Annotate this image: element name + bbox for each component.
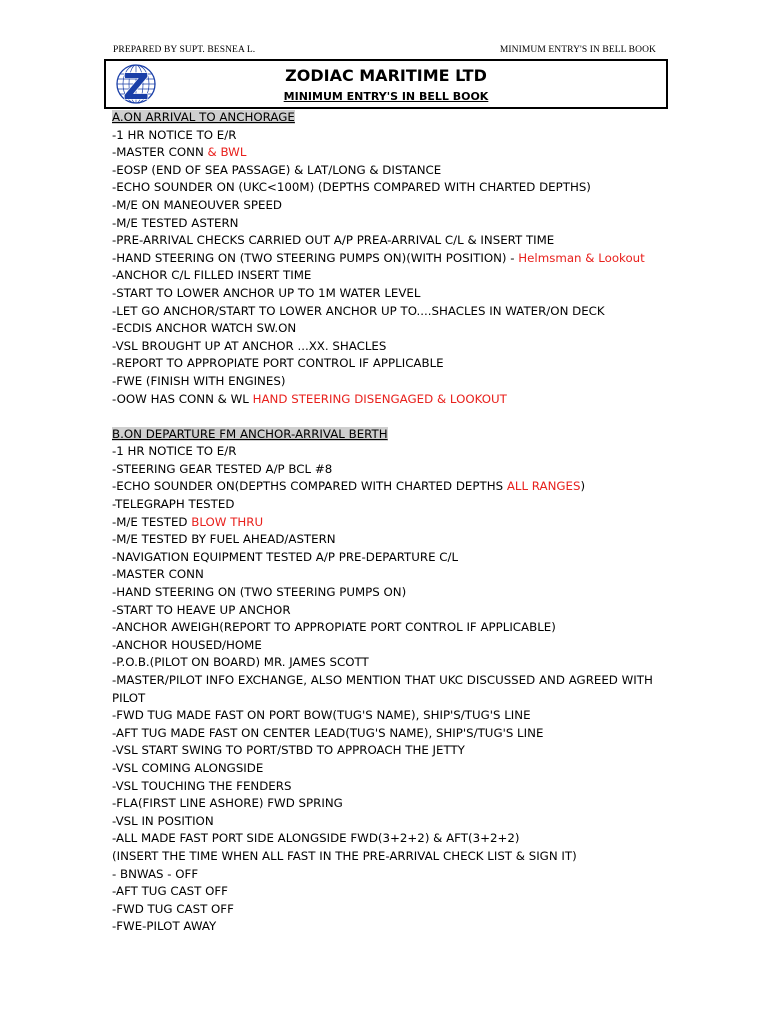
entry-line bbox=[112, 197, 672, 215]
entry-line bbox=[112, 267, 672, 285]
entry-text: -VSL TOUCHING THE FENDERS bbox=[112, 778, 292, 793]
entry-text: -HAND STEERING ON (TWO STEERING PUMPS ON)(WITH POSITION) - bbox=[112, 250, 519, 265]
entry-text: -EOSP (END OF SEA PASSAGE) & LAT/LONG & DISTANCE bbox=[112, 162, 442, 177]
section-heading-line bbox=[112, 426, 672, 444]
entry-line bbox=[112, 584, 672, 602]
entry-line bbox=[112, 566, 672, 584]
document-title: MINIMUM ENTRY'S IN BELL BOOK bbox=[283, 90, 489, 103]
running-header-left: PREPARED BY SUPT. BESNEA L. bbox=[113, 45, 256, 55]
entry-line bbox=[112, 514, 672, 532]
entry-line bbox=[112, 619, 672, 637]
highlighted-entry-text: Helmsman & Lookout bbox=[518, 250, 645, 265]
highlighted-entry-text: BLOW THRU bbox=[191, 514, 264, 529]
entry-text: -MASTER CONN bbox=[112, 145, 208, 160]
entry-text: -MASTER/PILOT INFO EXCHANGE, ALSO MENTION THAT UKC DISCUSSED AND AGREED WITH PILOT bbox=[112, 673, 653, 705]
entry-line bbox=[112, 215, 672, 233]
entry-text: -ECHO SOUNDER ON(DEPTHS COMPARED WITH CHARTED DEPTHS bbox=[112, 479, 507, 494]
bell-book-content bbox=[112, 109, 672, 936]
entry-text: - BNWAS - OFF bbox=[112, 866, 199, 881]
entry-line bbox=[112, 866, 672, 884]
entry-line bbox=[112, 443, 672, 461]
highlighted-entry-text: HAND STEERING DISENGAGED & LOOKOUT bbox=[252, 391, 507, 406]
company-name: ZODIAC MARITIME LTD bbox=[285, 66, 487, 85]
running-header-right: MINIMUM ENTRY'S IN BELL BOOK bbox=[499, 45, 656, 55]
entry-text: -OOW HAS CONN & WL bbox=[112, 391, 253, 406]
entry-text: -HAND STEERING ON (TWO STEERING PUMPS ON) bbox=[112, 585, 407, 600]
section-heading: B.ON DEPARTURE FM ANCHOR-ARRIVAL BERTH bbox=[112, 426, 388, 441]
entry-line bbox=[112, 760, 672, 778]
entry-text: -FWE-PILOT AWAY bbox=[112, 919, 217, 934]
entry-line bbox=[112, 496, 672, 514]
entry-text: -ALL MADE FAST PORT SIDE ALONGSIDE FWD(3+2+2) & AFT(3+2+2) bbox=[112, 831, 520, 846]
entry-line bbox=[112, 725, 672, 743]
entry-text: -M/E TESTED ASTERN bbox=[112, 215, 239, 230]
entry-text-suffix: ) bbox=[580, 479, 586, 494]
entry-text: -M/E TESTED BY FUEL AHEAD/ASTERN bbox=[112, 532, 336, 547]
entry-line bbox=[112, 179, 672, 197]
entry-line bbox=[112, 531, 672, 549]
highlighted-entry-text: ALL RANGES bbox=[506, 479, 581, 494]
entry-text: -1 HR NOTICE TO E/R bbox=[112, 127, 237, 142]
entry-line bbox=[112, 848, 672, 866]
entry-text: -AFT TUG MADE FAST ON CENTER LEAD(TUG'S NAME), SHIP'S/TUG'S LINE bbox=[112, 725, 544, 740]
entry-line bbox=[112, 373, 672, 391]
entry-text: -ANCHOR HOUSED/HOME bbox=[112, 637, 262, 652]
entry-line bbox=[112, 707, 672, 725]
entry-line bbox=[112, 285, 672, 303]
entry-text: -VSL START SWING TO PORT/STBD TO APPROACH THE JETTY bbox=[112, 743, 465, 758]
entry-text: -VSL BROUGHT UP AT ANCHOR ...XX. SHACLES bbox=[112, 338, 387, 353]
section-spacer bbox=[112, 408, 672, 426]
entry-line bbox=[112, 127, 672, 145]
entry-text: -NAVIGATION EQUIPMENT TESTED A/P PRE-DEPARTURE C/L bbox=[112, 549, 459, 564]
entry-line bbox=[112, 795, 672, 813]
entry-line bbox=[112, 813, 672, 831]
entry-line bbox=[112, 391, 672, 409]
entry-text: -LET GO ANCHOR/START TO LOWER ANCHOR UP TO....SHACLES IN WATER/ON DECK bbox=[112, 303, 605, 318]
entry-text: -MASTER CONN bbox=[112, 567, 204, 582]
entry-line bbox=[112, 250, 672, 268]
entry-line bbox=[112, 461, 672, 479]
entry-text: -M/E TESTED bbox=[112, 514, 192, 529]
entry-text: -TELEGRAPH TESTED bbox=[112, 497, 235, 512]
entry-text: -FWE (FINISH WITH ENGINES) bbox=[112, 373, 286, 388]
entry-text: -STEERING GEAR TESTED A/P BCL #8 bbox=[112, 461, 333, 476]
entry-text: -FWD TUG CAST OFF bbox=[112, 901, 234, 916]
entry-line bbox=[112, 320, 672, 338]
entry-line bbox=[112, 883, 672, 901]
entry-line bbox=[112, 672, 672, 707]
entry-line bbox=[112, 144, 672, 162]
entry-line bbox=[112, 637, 672, 655]
entry-line bbox=[112, 742, 672, 760]
entry-text: -PRE-ARRIVAL CHECKS CARRIED OUT A/P PREA-ARRIVAL C/L & INSERT TIME bbox=[112, 233, 555, 248]
entry-line bbox=[112, 549, 672, 567]
entry-line bbox=[112, 901, 672, 919]
section-heading-line bbox=[112, 109, 672, 127]
entry-text: -FWD TUG MADE FAST ON PORT BOW(TUG'S NAME), SHIP'S/TUG'S LINE bbox=[112, 708, 531, 723]
entry-line bbox=[112, 338, 672, 356]
entry-line bbox=[112, 303, 672, 321]
entry-text: -VSL IN POSITION bbox=[112, 813, 214, 828]
section-heading: A.ON ARRIVAL TO ANCHORAGE bbox=[112, 110, 295, 124]
entry-text: -ANCHOR AWEIGH(REPORT TO APPROPIATE PORT CONTROL IF APPLICABLE) bbox=[112, 620, 556, 635]
entry-line bbox=[112, 778, 672, 796]
entry-line bbox=[112, 478, 672, 496]
entry-text: -1 HR NOTICE TO E/R bbox=[112, 444, 237, 459]
entry-text: (INSERT THE TIME WHEN ALL FAST IN THE PRE-ARRIVAL CHECK LIST & SIGN IT) bbox=[112, 848, 577, 863]
entry-line bbox=[112, 654, 672, 672]
title-box bbox=[104, 59, 668, 109]
entry-line bbox=[112, 602, 672, 620]
entry-line bbox=[112, 918, 672, 936]
entry-text: -START TO HEAVE UP ANCHOR bbox=[112, 602, 291, 617]
entry-line bbox=[112, 830, 672, 848]
entry-text: -M/E ON MANEOUVER SPEED bbox=[112, 197, 282, 212]
entry-text: -VSL COMING ALONGSIDE bbox=[112, 760, 264, 775]
entry-text: -ANCHOR C/L FILLED INSERT TIME bbox=[112, 268, 312, 283]
entry-text: -FLA(FIRST LINE ASHORE) FWD SPRING bbox=[112, 796, 343, 811]
svg-text:Z: Z bbox=[122, 67, 150, 106]
entry-text: -P.O.B.(PILOT ON BOARD) MR. JAMES SCOTT bbox=[112, 655, 369, 670]
entry-text: -ECDIS ANCHOR WATCH SW.ON bbox=[112, 321, 297, 336]
entry-text: -ECHO SOUNDER ON (UKC<100M) (DEPTHS COMPARED WITH CHARTED DEPTHS) bbox=[112, 180, 591, 195]
highlighted-entry-text: & BWL bbox=[207, 145, 247, 160]
entry-text: -REPORT TO APPROPIATE PORT CONTROL IF APPLICABLE bbox=[112, 356, 444, 371]
entry-line bbox=[112, 232, 672, 250]
entry-text: -AFT TUG CAST OFF bbox=[112, 884, 228, 899]
entry-text: -START TO LOWER ANCHOR UP TO 1M WATER LEVEL bbox=[112, 285, 421, 300]
entry-line bbox=[112, 355, 672, 373]
entry-line bbox=[112, 162, 672, 180]
